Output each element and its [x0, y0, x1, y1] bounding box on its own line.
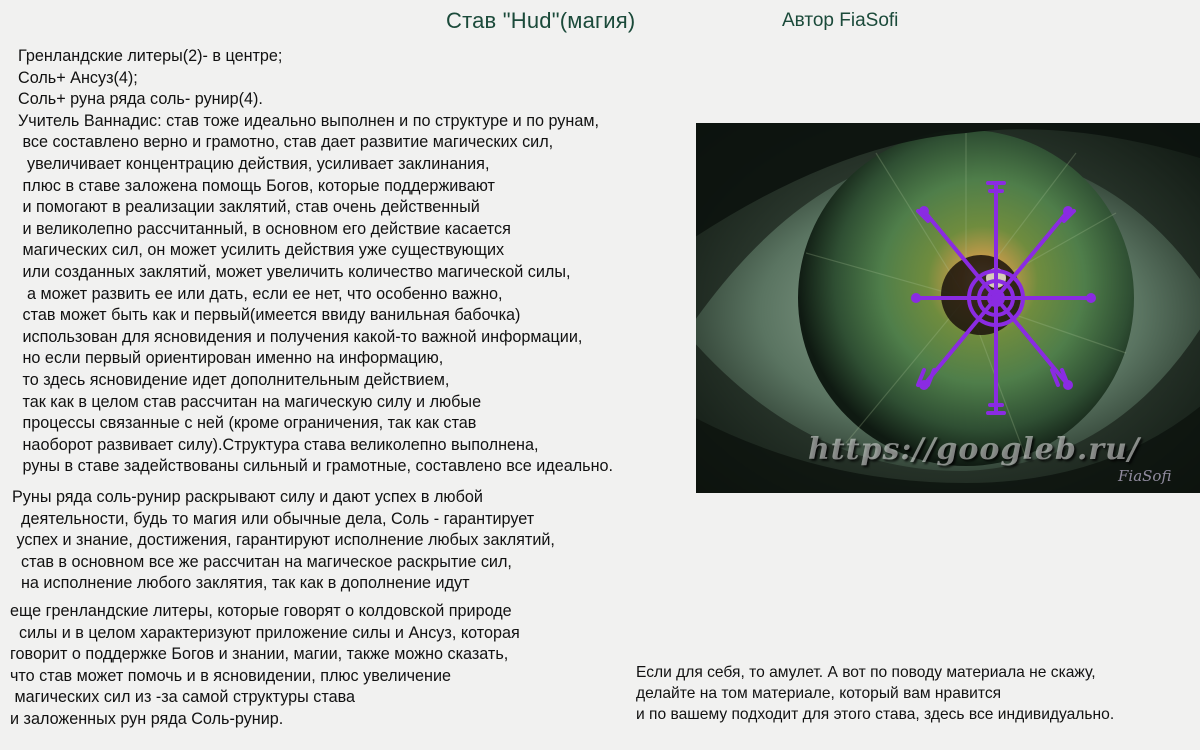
watermark-text: https://googleb.ru/: [808, 432, 1140, 467]
text-block-literals: еще гренландские литеры, которые говорят о колдовской природе силы и в целом характеризуют приложение силы и Ансуз, которая говорит о поддержке Богов и знании, магии, также можно сказать, что став может помочь и в ясновидении, плюс увеличение магических сил из -за самой структуры става и заложенных рун ряда Соль-рунир.: [10, 602, 520, 728]
text-block-main: Гренландские литеры(2)- в центре; Соль+ Ансуз(4); Соль+ руна ряда соль- рунир(4). Учитель Ваннадис: став тоже идеально выполнен и по структуре и по рунам, все составлено верно и грамотно, став дает развитие магических сил, увеличивает концентрацию действия, усиливает заклинания, плюс в ставе заложена помощь Богов, которые поддерживают и помогают в реализации заклятий, став очень действенный и великолепно рассчитанный, в основном его действие касается магических сил, он может усилить действия уже существующих или созданных заклятий, может увеличить количество магической силы, а может развить ее или дать, если ее нет, что особенно важно, став может быть как и первый(имеется ввиду ванильная бабочка) использован для ясновидения и получения какой-то важной информации, но если первый ориентирован именно на информацию, то здесь ясновидение идет дополнительным действием, так как в целом став рассчитан на магическую силу и любые процессы связанные с ней (кроме ограничения, так как став наоборот развивает силу).Структура става великолепно выполнена, руны в ставе задействованы сильный и грамотные, составлено все идеально.: [18, 47, 614, 476]
signature-text: FiaSofi: [1118, 467, 1172, 485]
author-label: Автор FiaSofi: [782, 10, 899, 31]
text-block-runes: Руны ряда соль-рунир раскрывают силу и дают успех в любой деятельности, будь то магия или обычные дела, Соль - гарантирует успех и знание, достижения, гарантируют исполнение любых заклятий, став в основном все же рассчитан на магическое раскрытие сил, на исполнение любого заклятия, так как в дополнение идут: [12, 488, 555, 593]
eye-image: [696, 123, 1200, 493]
page-title: Став "Hud"(магия): [446, 8, 636, 33]
text-block-amulet: Если для себя, то амулет. А вот по поводу материала не скажу, делайте на том материале, который вам нравится и по вашему подходит для этого става, здесь все индивидуально.: [636, 664, 1115, 723]
